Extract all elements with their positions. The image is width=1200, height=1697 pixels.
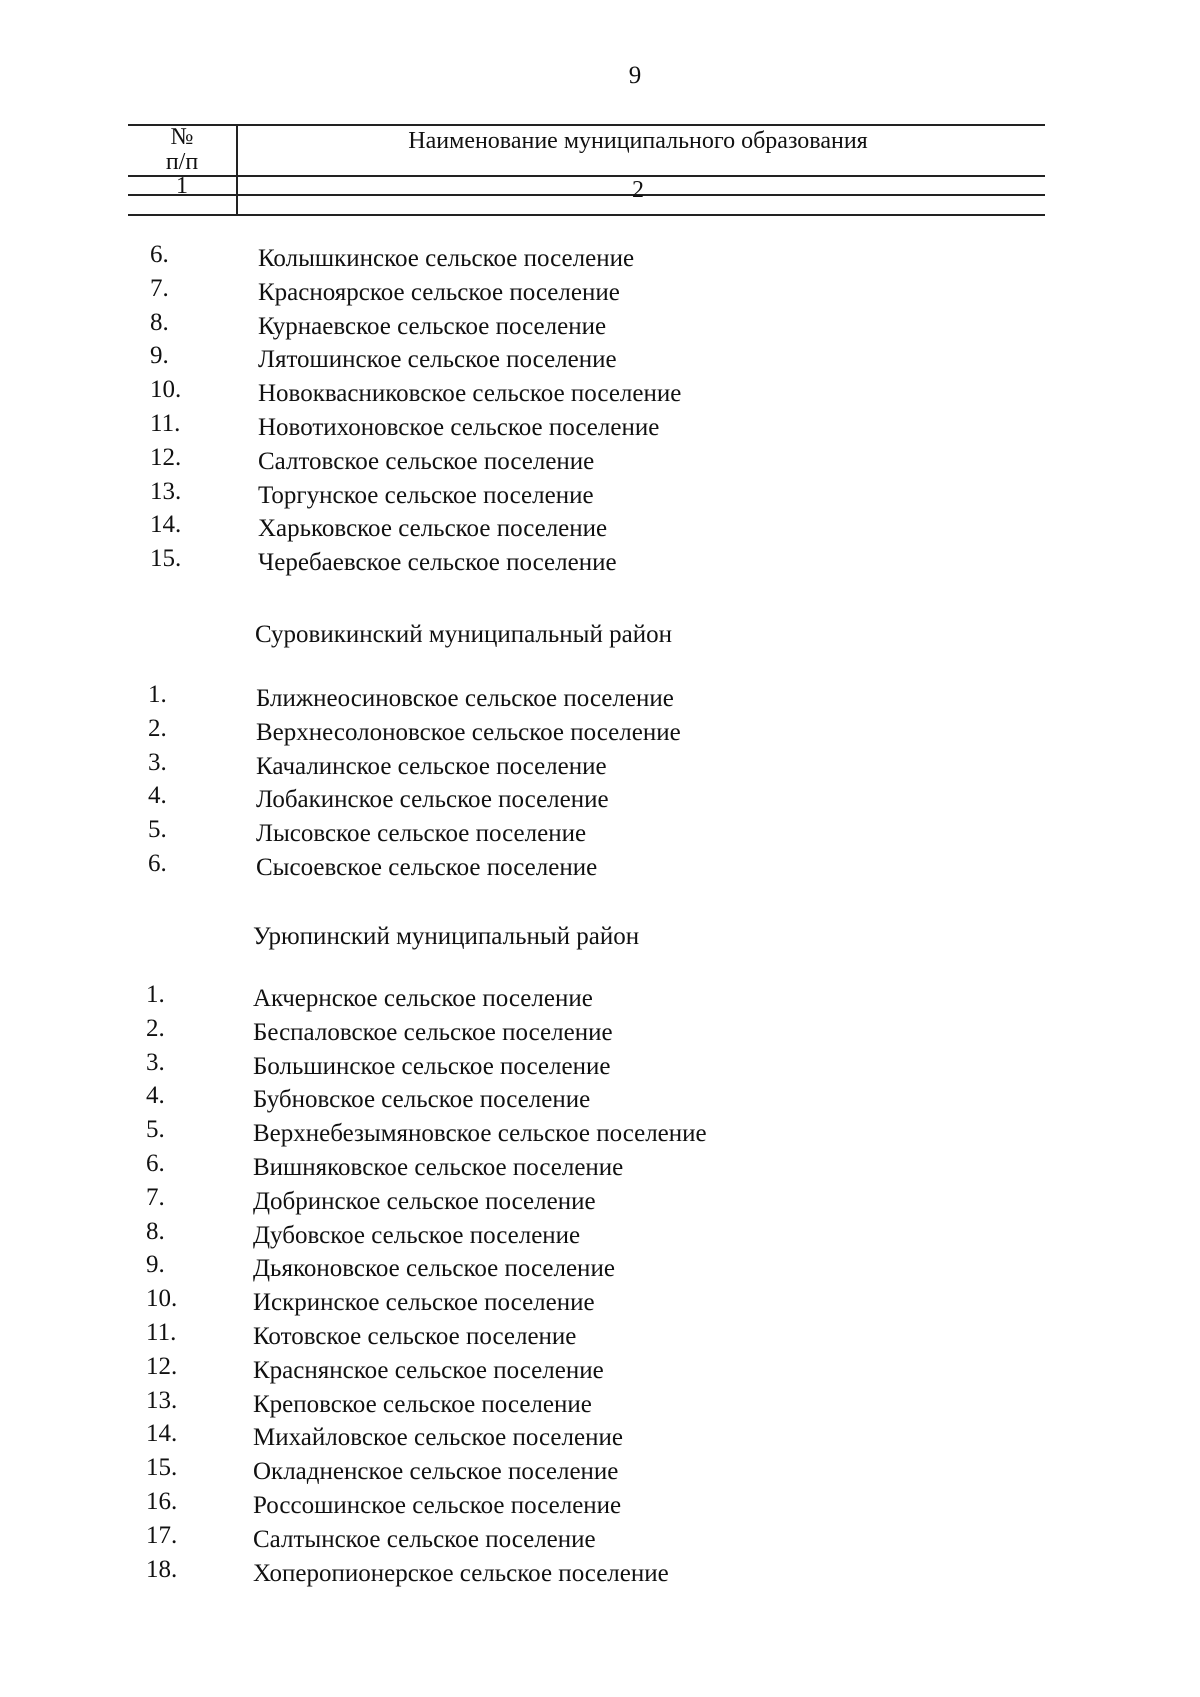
list-item bbox=[146, 1454, 1046, 1487]
item-number: 5. bbox=[148, 816, 167, 844]
item-name: Лятошинское сельское поселение bbox=[258, 346, 617, 374]
item-name: Креповское сельское поселение bbox=[253, 1390, 592, 1418]
list-item bbox=[146, 1014, 1046, 1048]
list-item bbox=[146, 1352, 1046, 1386]
item-name: Верхнебезымяновское сельское поселение bbox=[253, 1120, 707, 1148]
item-name: Салтынское сельское поселение bbox=[253, 1525, 596, 1553]
item-number: 9. bbox=[150, 342, 169, 370]
list-item bbox=[150, 511, 1050, 544]
item-name: Большинское сельское поселение bbox=[253, 1052, 611, 1080]
item-name: Вишняковское сельское поселение bbox=[253, 1154, 624, 1181]
list-item bbox=[146, 1116, 1046, 1149]
item-name: Курнаевское сельское поселение bbox=[258, 312, 607, 340]
list-item bbox=[146, 1521, 1046, 1555]
list-item bbox=[148, 714, 1048, 748]
item-name: Михайловское сельское поселение bbox=[253, 1424, 623, 1452]
list-item bbox=[150, 241, 1050, 274]
item-name: Лысовское сельское поселение bbox=[256, 820, 587, 848]
item-name: Акчернское сельское поселение bbox=[253, 985, 593, 1012]
item-number: 2. bbox=[146, 1014, 165, 1042]
item-name: Беспаловское сельское поселение bbox=[253, 1018, 613, 1046]
item-number: 17. bbox=[146, 1521, 178, 1549]
item-number: 8. bbox=[146, 1217, 165, 1245]
item-number: 1. bbox=[146, 981, 165, 1008]
list-item bbox=[146, 1048, 1046, 1082]
list-item bbox=[146, 1555, 1046, 1589]
item-number: 15. bbox=[150, 545, 182, 573]
list-item bbox=[146, 981, 1046, 1014]
list-item bbox=[148, 816, 1048, 849]
item-name: Искринское сельское поселение bbox=[253, 1289, 595, 1317]
item-number: 4. bbox=[146, 1082, 165, 1110]
list-item bbox=[150, 477, 1050, 511]
column-1-index: 1 bbox=[176, 173, 188, 199]
item-number: 7. bbox=[150, 274, 169, 302]
item-number: 2. bbox=[148, 714, 167, 742]
item-number: 18. bbox=[146, 1555, 178, 1583]
column-name-label: Наименование муниципального образования bbox=[408, 128, 868, 154]
item-name: Краснянское сельское поселение bbox=[253, 1356, 604, 1384]
list-item bbox=[150, 274, 1050, 308]
item-number: 6. bbox=[150, 241, 169, 268]
table-header bbox=[0, 0, 1200, 230]
list-item bbox=[146, 1150, 1046, 1183]
list-item bbox=[146, 1386, 1046, 1420]
list-item bbox=[148, 748, 1048, 782]
list-item bbox=[148, 850, 1048, 883]
section-title-surovikinsky: Суровикинский муниципальный район bbox=[255, 621, 672, 648]
item-name: Бубновское сельское поселение bbox=[253, 1086, 591, 1114]
list-item bbox=[150, 545, 1050, 578]
item-name: Черебаевское сельское поселение bbox=[258, 549, 617, 577]
item-number: 12. bbox=[146, 1352, 178, 1380]
item-name: Дьяконовское сельское поселение bbox=[253, 1255, 615, 1283]
item-number: 1. bbox=[148, 681, 167, 708]
item-number: 6. bbox=[148, 850, 167, 877]
item-name: Добринское сельское поселение bbox=[253, 1187, 596, 1215]
item-name: Качалинское сельское поселение bbox=[256, 752, 607, 780]
item-name: Салтовское сельское поселение bbox=[258, 447, 595, 475]
list-item bbox=[150, 376, 1050, 409]
item-number: 5. bbox=[146, 1116, 165, 1144]
item-name: Харьковское сельское поселение bbox=[258, 515, 608, 543]
item-name: Верхнесолоновское сельское поселение bbox=[256, 718, 681, 746]
header-top-rule bbox=[128, 124, 1045, 126]
item-number: 8. bbox=[150, 308, 169, 336]
item-number: 13. bbox=[146, 1386, 178, 1414]
item-number: 3. bbox=[148, 748, 167, 776]
list-item bbox=[146, 1183, 1046, 1217]
item-number: 3. bbox=[146, 1048, 165, 1076]
item-number: 4. bbox=[148, 782, 167, 810]
item-name: Котовское сельское поселение bbox=[253, 1323, 577, 1350]
item-number: 10. bbox=[150, 376, 182, 404]
header-bottom-rule bbox=[128, 214, 1045, 216]
item-name: Окладненское сельское поселение bbox=[253, 1458, 619, 1486]
item-name: Красноярское сельское поселение bbox=[258, 278, 620, 306]
list-item bbox=[146, 1251, 1046, 1284]
item-number: 9. bbox=[146, 1251, 165, 1279]
item-number: 16. bbox=[146, 1488, 178, 1515]
list-item bbox=[146, 1420, 1046, 1453]
item-number: 14. bbox=[146, 1420, 178, 1448]
item-name: Колышкинское сельское поселение bbox=[258, 245, 635, 272]
list-item bbox=[146, 1319, 1046, 1352]
item-number: 15. bbox=[146, 1454, 178, 1482]
item-name: Ближнеосиновское сельское поселение bbox=[256, 685, 674, 712]
list-item bbox=[148, 782, 1048, 815]
item-name: Новоквасниковское сельское поселение bbox=[258, 380, 682, 408]
item-number: 10. bbox=[146, 1285, 178, 1313]
item-name: Россошинское сельское поселение bbox=[253, 1492, 622, 1519]
section-title-uryupinsky: Урюпинский муниципальный район bbox=[253, 923, 640, 950]
list-item bbox=[150, 308, 1050, 342]
item-number: 12. bbox=[150, 443, 182, 471]
item-name: Новотихоновское сельское поселение bbox=[258, 414, 660, 441]
item-number: 11. bbox=[150, 410, 181, 437]
header-middle-rule bbox=[128, 175, 1045, 177]
item-name: Лобакинское сельское поселение bbox=[256, 786, 609, 814]
list-item bbox=[146, 1082, 1046, 1115]
item-name: Сысоевское сельское поселение bbox=[256, 854, 598, 881]
list-item bbox=[150, 410, 1050, 443]
list-item bbox=[146, 1285, 1046, 1318]
page-number: 9 bbox=[628, 62, 642, 89]
list-item bbox=[146, 1217, 1046, 1251]
item-name: Хоперопионерское сельское поселение bbox=[253, 1559, 669, 1587]
item-number: 13. bbox=[150, 477, 182, 505]
item-name: Дубовское сельское поселение bbox=[253, 1221, 581, 1249]
item-number: 7. bbox=[146, 1183, 165, 1211]
list-item bbox=[150, 342, 1050, 375]
column-2-index: 2 bbox=[632, 177, 644, 203]
list-item bbox=[150, 443, 1050, 477]
item-number: 14. bbox=[150, 511, 182, 539]
column-number-label: п/п bbox=[165, 149, 199, 175]
item-name: Торгунское сельское поселение bbox=[258, 481, 594, 509]
list-item bbox=[148, 681, 1048, 714]
column-number-sign: № bbox=[170, 124, 194, 150]
item-number: 6. bbox=[146, 1150, 165, 1177]
item-number: 11. bbox=[146, 1319, 177, 1346]
list-item bbox=[146, 1488, 1046, 1521]
